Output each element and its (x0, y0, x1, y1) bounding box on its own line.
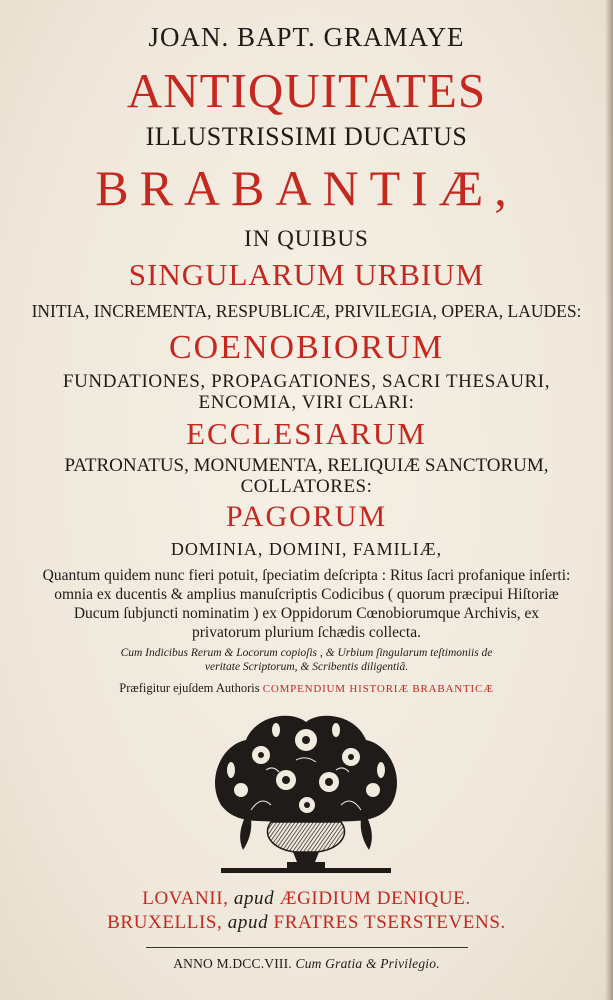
ecclesiarum-heading: ECCLESIARUM (186, 416, 427, 451)
fundationes-line-1: FUNDATIONES, PROPAGATIONES, SACRI THESAURI, (62, 371, 551, 392)
printer-aegidium: ÆGIDIUM DENIQUE. (279, 888, 471, 909)
index-note-line-1: Cum Indicibus Rerum & Locorum copioſis , & Urbium ſingularum teſtimoniis de (120, 647, 493, 659)
imprint-apud-1: apud (233, 888, 275, 909)
index-note-line-2: veritate Scriptorum, & Scribentis diligentiâ. (204, 661, 409, 673)
praefigitur-line (0, 679, 613, 699)
imprint-louvain (0, 888, 613, 910)
date-line (0, 956, 613, 972)
description-line-1: Quantum quidem nunc fieri potuit, ſpeciatim deſcripta : Ritus ſacri profanique inſerti: (42, 567, 571, 584)
fundationes-line-2: ENCOMIA, VIRI CLARI: (198, 392, 415, 413)
dominia-line: DOMINIA, DOMINI, FAMILIÆ, (170, 539, 443, 559)
subtitle-line: ILLUSTRISSIMI DUCATUS (145, 122, 468, 151)
region-title: BRABANTIÆ, (95, 160, 518, 216)
description-paragraph (0, 566, 613, 642)
description-line-2: omnia ex ducentis & amplius manuſcriptis Codicibus ( quorum præcipui Hiſtoriæ (54, 586, 559, 603)
pagorum-heading: PAGORUM (225, 500, 388, 533)
flower-vase-woodcut-icon (201, 710, 411, 880)
initia-line: INITIA, INCREMENTA, RESPUBLICÆ, PRIVILEGIA, OPERA, LAUDES: (31, 301, 582, 321)
praefigitur-text: Præfigitur ejuſdem Authoris (119, 681, 260, 695)
book-title: ANTIQUITATES (126, 63, 487, 118)
imprint-city-louvain: LOVANII, (142, 888, 229, 909)
divider-rule (146, 947, 468, 948)
coenobiorum-heading: COENOBIORUM (168, 329, 445, 366)
imprint-city-brussels: BRUXELLIS, (107, 912, 223, 933)
description-line-4: privatorum plurium ſchædis collecta. (191, 624, 421, 641)
year-text: ANNO M.DCC.VIII. (173, 956, 292, 971)
compendium-title: COMPENDIUM HISTORIÆ BRABANTICÆ (262, 683, 494, 695)
patronatus-line-2: COLLATORES: (240, 476, 373, 497)
author-name: JOAN. BAPT. GRAMAYE (148, 22, 465, 52)
singularum-heading: SINGULARUM URBIUM (128, 257, 485, 292)
imprint-apud-2: apud (227, 912, 269, 933)
imprint-brussels (0, 912, 613, 934)
index-note (0, 646, 613, 674)
privilege-text: Cum Gratia & Privilegio. (295, 956, 440, 971)
in-quibus-line: IN QUIBUS (244, 226, 369, 251)
printer-fratres: FRATRES TSERSTEVENS. (273, 912, 506, 933)
description-line-3: Ducum ſubjuncti nominatim ) ex Oppidorum Cœnobiorumque Archivis, ex (73, 605, 540, 622)
patronatus-line-1: PATRONATUS, MONUMENTA, RELIQUIÆ SANCTORUM, (64, 455, 549, 476)
